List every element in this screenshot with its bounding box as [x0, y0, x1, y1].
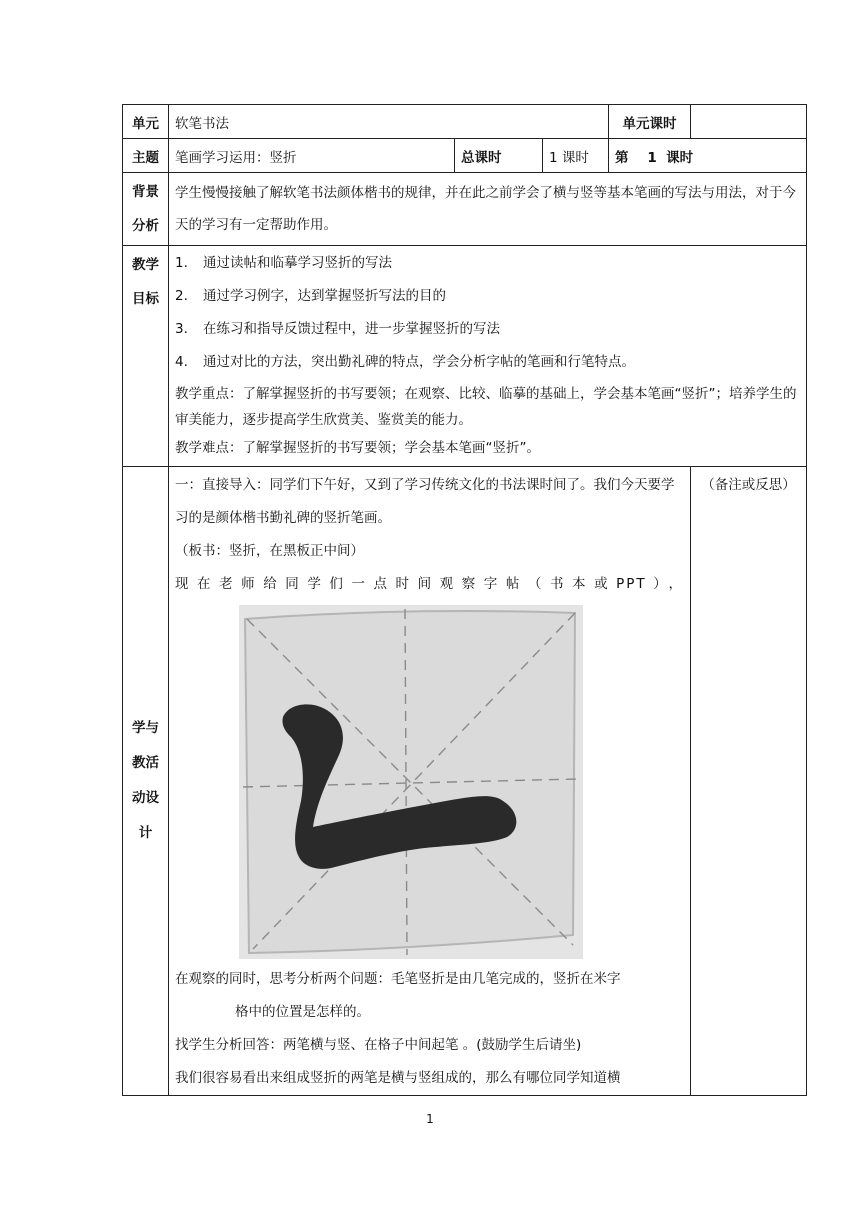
total-hours-value: 1 课时 [543, 139, 609, 173]
calligraphy-svg [239, 605, 583, 959]
unit-label: 单元 [123, 105, 169, 139]
page-number: 1 [426, 1112, 434, 1126]
goals-row [123, 246, 807, 467]
design-label-line: 教活 [132, 755, 159, 771]
unit-hours-value [691, 105, 807, 139]
goal-text: 通过对比的方法，突出勤礼碑的特点，学会分析字帖的笔画和行笔特点。 [203, 354, 635, 370]
background-label-line: 分析 [132, 218, 159, 234]
goal-item [175, 346, 800, 379]
lesson-number-prefix: 第 [615, 149, 629, 166]
design-paragraph-question: 在观察的同时，思考分析两个问题：毛笔竖折是由几笔完成的，竖折在米字 [175, 971, 621, 987]
unit-value: 软笔书法 [169, 105, 609, 139]
unit-hours-label: 单元课时 [609, 105, 691, 139]
goal-number: 2. [175, 288, 188, 304]
goal-item [175, 247, 800, 280]
goal-text: 在练习和指导反馈过程中，进一步掌握竖折的写法 [203, 321, 500, 337]
background-label [123, 173, 169, 246]
design-row [123, 467, 807, 1096]
goal-number: 4. [175, 354, 188, 370]
key-point-text: 教学重点：了解掌握竖折的书写要领；在观察、比较、临摹的基础上，学会基本笔画“竖折”；培养学生的审美能力，逐步提高学生欣赏美、鉴赏美的能力。 [175, 386, 797, 428]
design-content [169, 467, 691, 1096]
design-label-line: 动设 [132, 790, 159, 806]
goals-label-line: 目标 [132, 291, 159, 307]
topic-label: 主题 [123, 139, 169, 173]
goals-label [123, 246, 169, 467]
goal-number: 3. [175, 321, 188, 337]
unit-row [123, 105, 807, 139]
difficulty-text: 教学难点：了解掌握竖折的书写要领；学会基本笔画“竖折”。 [175, 440, 540, 456]
lesson-number-value: 1 [647, 149, 657, 166]
goals-content [169, 246, 807, 467]
goal-number: 1. [175, 255, 188, 271]
design-label-line: 学与 [132, 720, 159, 736]
goal-text: 通过学习例字，达到掌握竖折写法的目的 [203, 288, 446, 304]
design-label-line: 计 [138, 825, 153, 841]
goal-text: 通过读帖和临摹学习竖折的写法 [203, 255, 392, 271]
goal-item [175, 280, 800, 313]
notes-cell: （备注或反思） [691, 467, 807, 1096]
background-text: 学生慢慢接触了解软笔书法颜体楷书的规律，并在此之前学会了横与竖等基本笔画的写法与用法，对于今天的学习有一定帮助作用。 [169, 173, 807, 246]
lesson-number [609, 139, 807, 173]
design-paragraph-explain: 我们很容易看出来组成竖折的两笔是横与竖组成的，那么有哪位同学知道横 [175, 1070, 621, 1086]
design-label [123, 467, 169, 1096]
total-hours-label: 总课时 [455, 139, 543, 173]
lesson-plan-table [122, 104, 807, 1096]
design-paragraph-board: （板书：竖折，在黑板正中间） [175, 543, 364, 559]
goals-label-line: 教学 [132, 257, 159, 273]
design-paragraph-intro: 一：直接导入：同学们下午好，又到了学习传统文化的书法课时间了。我们今天要学习的是颜体楷书勤礼碑的竖折笔画。 [175, 477, 675, 526]
topic-row [123, 139, 807, 173]
design-paragraph-observe: 现在老师给同学们一点时间观察字帖（书本或PPT）， [175, 576, 685, 592]
design-paragraph-answer: 找学生分析回答：两笔横与竖、在格子中间起笔 。(鼓励学生后请坐) [175, 1037, 582, 1053]
goal-item [175, 313, 800, 346]
design-paragraph-question-cont: 格中的位置是怎样的。 [235, 1004, 370, 1020]
calligraphy-copybook-image [239, 605, 583, 959]
background-label-line: 背景 [132, 184, 159, 200]
topic-value: 笔画学习运用：竖折 [169, 139, 455, 173]
background-row [123, 173, 807, 246]
lesson-number-suffix: 课时 [666, 149, 694, 166]
